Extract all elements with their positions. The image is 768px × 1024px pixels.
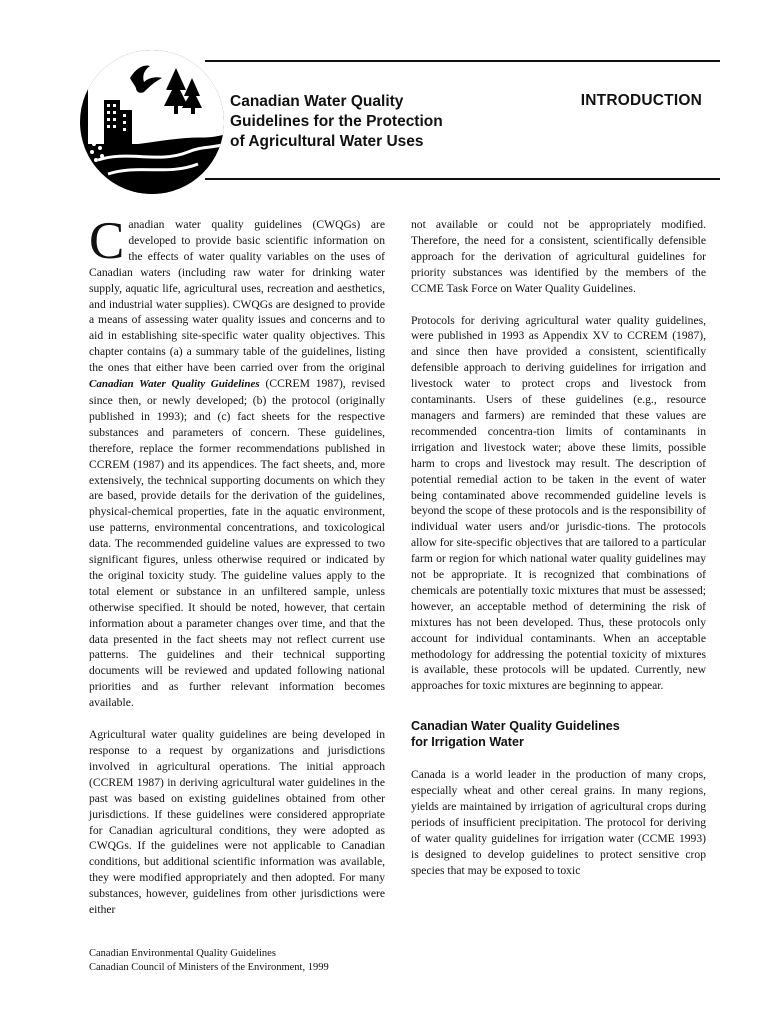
document-title bbox=[230, 92, 500, 152]
right-column bbox=[411, 217, 706, 895]
intro-paragraph-1 bbox=[89, 212, 386, 711]
header-top-rule bbox=[205, 60, 720, 62]
footer-line-1: Canadian Environmental Quality Guidelines bbox=[89, 948, 276, 959]
ccme-logo-icon bbox=[78, 48, 226, 196]
title-line-2: Guidelines for the Protection bbox=[230, 113, 443, 130]
p1-text-a: anadian water quality guidelines (CWQGs) are developed to provide basic scientific information on the effects of water quality variables on the uses of Canadian waters (including raw water for drinking water supply, aquatic life, agricultural uses, recreation and aesthetics, and industrial water supplies). CWQGs are designed to provide a means of assessing water quality issues and concerns and to aid in establishing site-specific water quality objectives. This chapter contains (a) a summary table of the guidelines, listing the ones that either have been carried over from the original bbox=[89, 218, 385, 375]
drop-cap: C bbox=[89, 212, 125, 270]
irrigation-subheading bbox=[411, 718, 706, 750]
intro-paragraph-2: Agricultural water quality guidelines are being developed in response to a request by organizations and jurisdictions involved in agricultural operations. The initial approach (CCREM 1987) in deriving agricultural water guidelines in the past was based on existing guidelines obtained from other jurisdictions. If these guidelines were considered appropriate for Canadian agricultural conditions, they were adopted as CWQGs. If the guidelines were not applicable to Canadian conditions, but additional scientific information was available, they were modified appropriately and then adopted. For many substances, however, guidelines from other jurisdictions were either bbox=[89, 728, 385, 917]
header-bottom-rule bbox=[205, 178, 720, 180]
footer-line-2: Canadian Council of Ministers of the Environment, 1999 bbox=[89, 962, 329, 973]
right-paragraph-3: Canada is a world leader in the production of many crops, especially wheat and other cereal grains. In many regions, yields are maintained by irrigation of agricultural crops during periods of insufficient precipitation. The protocol for deriving of water quality guidelines for irrigation water (CCME 1993) is designed to develop guidelines to protect sensitive crop species that may be exposed to toxic bbox=[411, 768, 706, 877]
title-line-3: of Agricultural Water Uses bbox=[230, 133, 424, 150]
right-paragraph-2: Protocols for deriving agricultural water quality guidelines, were published in 1993 as Appendix XV to CCREM (1987), and since then have provided a consistent, scientifically defensible approach to deriving guidelines for irrigation and livestock water to protect crops and livestock from contaminants. Users of these guidelines (e.g., resource managers and farmers) are reminded that these values are recommended concentra-tion limits of contaminants in irrigation and livestock water; above these limits, possible harm to crops and livestock may result. The description of potential remedial action to be taken in the event of water being contaminated above recommended guideline levels is beyond the scope of these protocols and is the responsibility of individual water users and/or jurisdic-tions. The protocols allow for site-specific objectives that are tailored to a particular farm or region for which national water quality guidelines may not be appropriate. It is recognized that combinations of chemicals are potentially toxic mixtures that must be assessed; however, an acceptable method of determining the risk of mixtures has not been developed. Thus, these protocols only account for individual contaminants. When an acceptable methodology for addressing the potential toxicity of mixtures is available, these protocols will be updated. Currently, new approaches for toxic mixtures are beginning to appear. bbox=[411, 313, 706, 693]
left-column bbox=[89, 212, 386, 934]
title-line-1: Canadian Water Quality bbox=[230, 93, 404, 110]
right-paragraph-1: not available or could not be appropriately modified. Therefore, the need for a consistent, scientifically defensible approach for the derivation of agricultural guidelines for priority substances was identified by the members of the CCME Task Force on Water Quality Guidelines. bbox=[411, 218, 706, 295]
section-label: INTRODUCTION bbox=[580, 92, 702, 109]
subheading-line-2: for Irrigation Water bbox=[411, 735, 524, 750]
p1-italic-title: Canadian Water Quality Guidelines bbox=[89, 378, 260, 391]
subheading-line-1: Canadian Water Quality Guidelines bbox=[411, 719, 620, 734]
p1-text-b: (CCREM 1987), revised since then, or newly developed; (b) the protocol (originally published in 1993); and (c) fact sheets for the respective substances and parameters of concern. These guidelines, therefore, replace the former recommendations published in CCREM (1987) and its appendices. The fact sheets, and, more extensively, the technical supporting documents on which they are based, provide details for the derivation of the guidelines, physical-chemical properties, fate in the aquatic environment, use patterns, environmental concentrations, and toxicological data. The recommended guideline values are expressed to two significant figures, unless otherwise required or indicated by the original toxicity study. The guideline values apply to the total element or substance in an unfiltered sample, unless otherwise specified. It should be noted, however, that certain information about a parameter changes over time, and that the data presented in the fact sheets may not reflect current use patterns. The guidelines and their technical supporting documents will be reviewed and updated following national priorities and as further relevant information becomes available. bbox=[89, 377, 386, 710]
page-footer bbox=[89, 947, 329, 975]
